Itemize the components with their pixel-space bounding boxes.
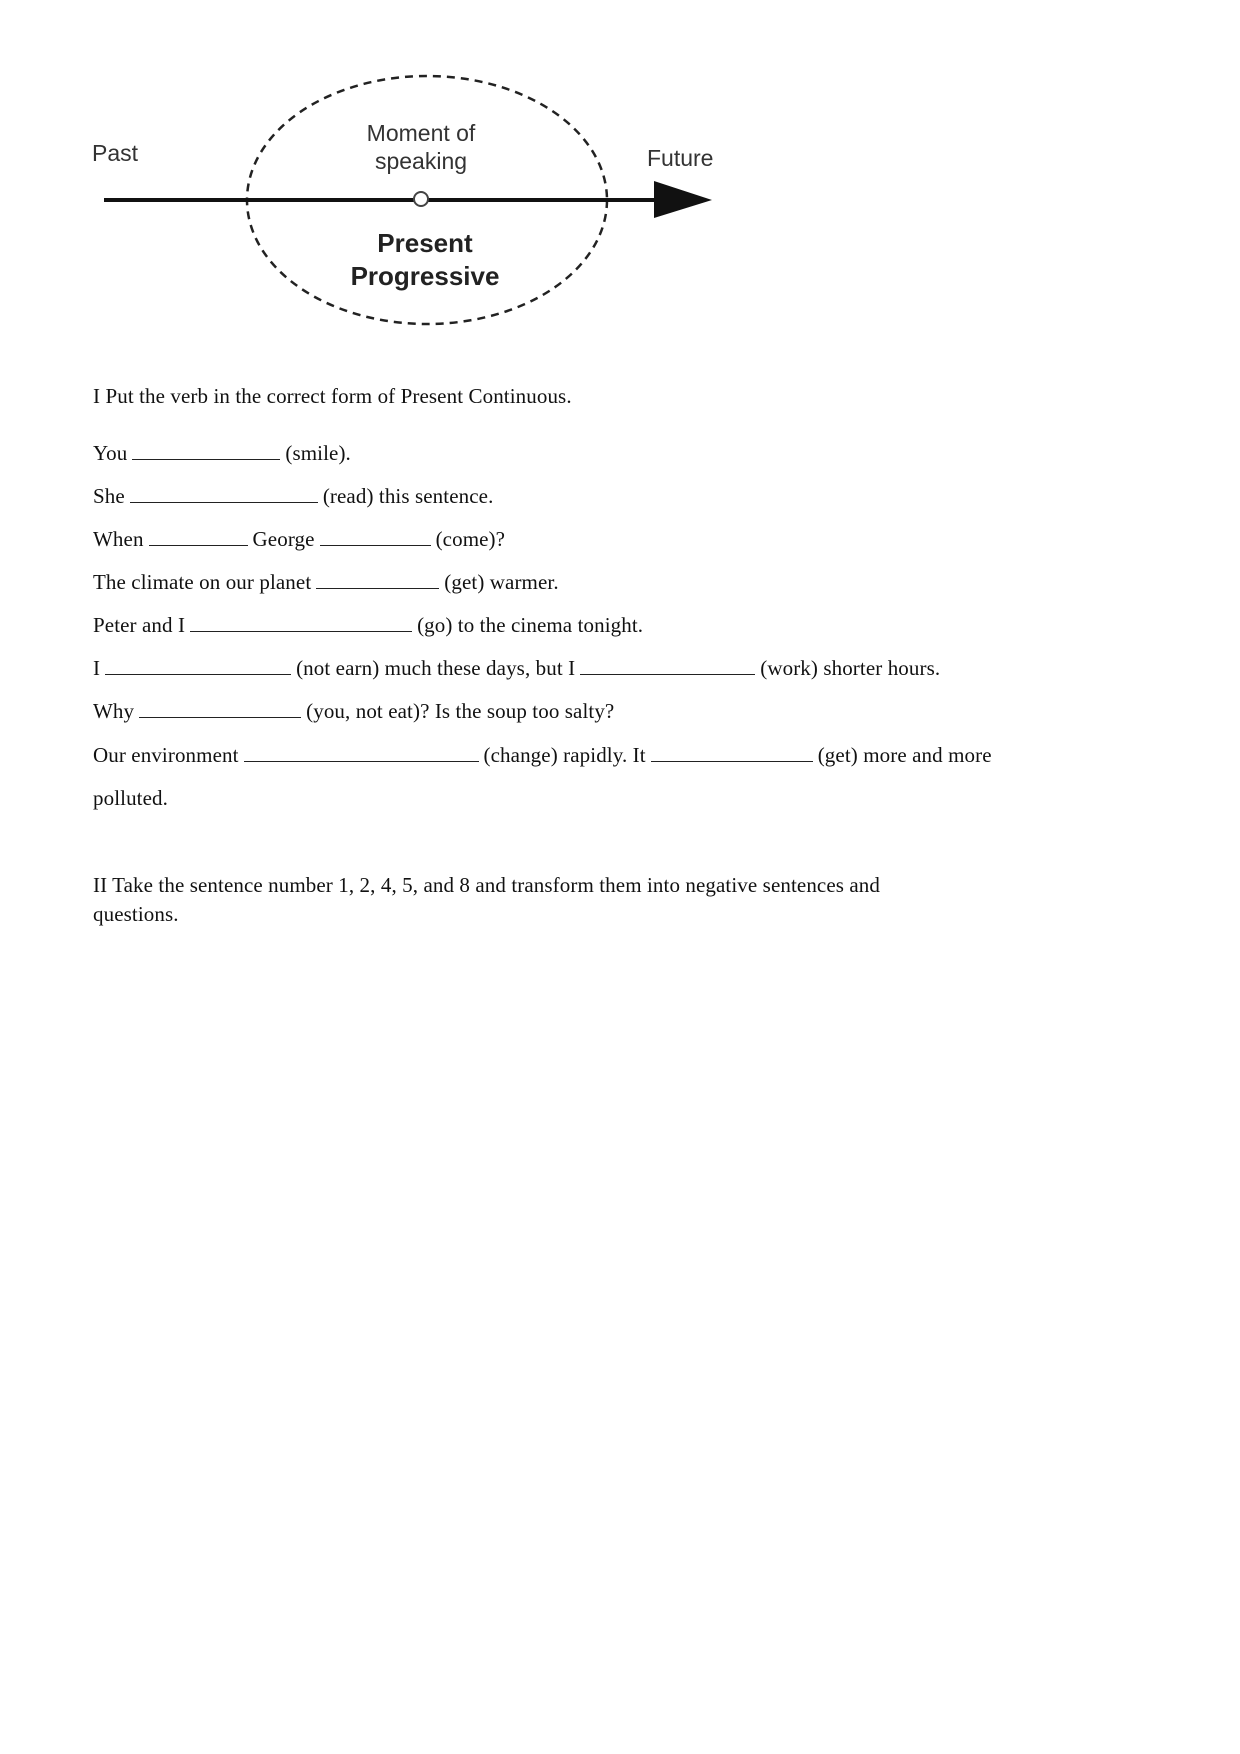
- answer-blank[interactable]: [190, 615, 412, 632]
- sentence-8: Our environment (change) rapidly. It (get) more and more: [93, 743, 992, 767]
- timeline-arrowhead: [654, 181, 712, 218]
- answer-blank[interactable]: [130, 486, 318, 503]
- moment-point: [414, 192, 428, 206]
- sentence-5: Peter and I (go) to the cinema tonight.: [93, 613, 644, 637]
- answer-blank[interactable]: [132, 443, 280, 460]
- answer-blank[interactable]: [139, 701, 301, 718]
- answer-blank[interactable]: [105, 658, 291, 675]
- answer-blank[interactable]: [316, 572, 439, 589]
- exercise2-instruction-line2: questions.: [93, 902, 179, 926]
- tense-label-line2: Progressive: [350, 261, 500, 291]
- moment-label-line1: Moment of: [366, 120, 476, 146]
- present-progressive-diagram: [0, 0, 1240, 340]
- exercise2-instruction-line1: II Take the sentence number 1, 2, 4, 5, and 8 and transform them into negative sentences and: [93, 873, 881, 897]
- sentence-7: Why (you, not eat)? Is the soup too salty?: [93, 699, 615, 723]
- sentence-2: She (read) this sentence.: [93, 484, 494, 508]
- answer-blank[interactable]: [244, 745, 479, 762]
- sentence-4: The climate on our planet (get) warmer.: [93, 570, 559, 594]
- answer-blank[interactable]: [580, 658, 755, 675]
- tense-label-line1: Present: [377, 228, 473, 258]
- exercise1-instruction: I Put the verb in the correct form of Present Continuous.: [93, 384, 572, 408]
- answer-blank[interactable]: [651, 745, 813, 762]
- answer-blank[interactable]: [149, 529, 248, 546]
- answer-blank[interactable]: [320, 529, 431, 546]
- past-label: Past: [92, 140, 139, 166]
- sentence-1: You (smile).: [93, 441, 351, 465]
- moment-label-line2: speaking: [374, 148, 468, 174]
- sentence-6: I (not earn) much these days, but I (work) shorter hours.: [93, 656, 941, 680]
- sentence-3: When George (come)?: [93, 527, 506, 551]
- future-label: Future: [647, 145, 714, 171]
- sentence-8-continued: polluted.: [93, 786, 168, 810]
